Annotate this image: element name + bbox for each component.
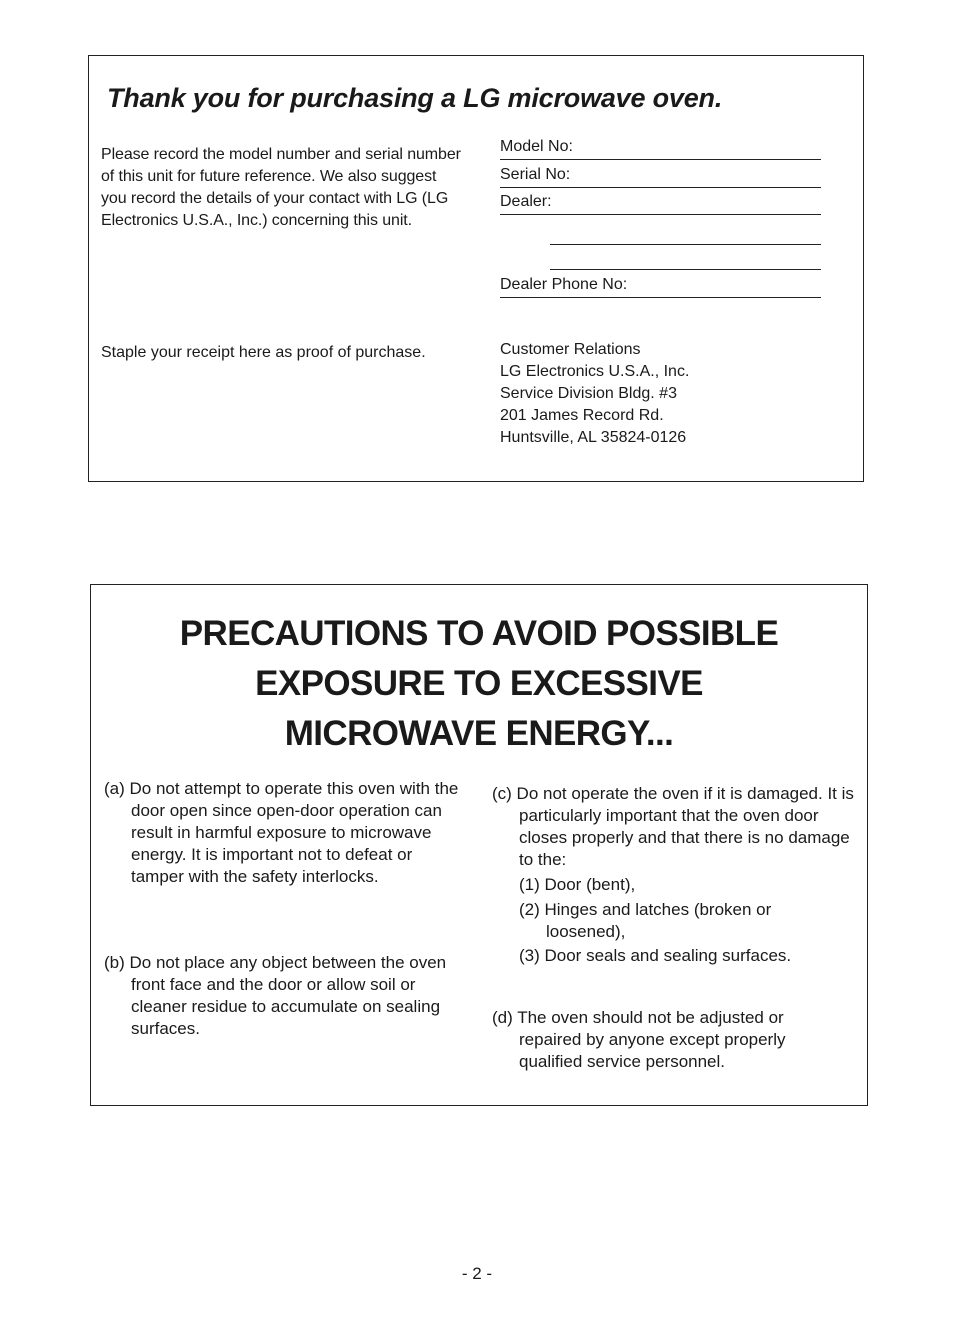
dealer-label: Dealer: <box>500 193 552 210</box>
staple-receipt-note: Staple your receipt here as proof of purchase. <box>101 344 426 361</box>
precaution-c: (c) Do not operate the oven if it is damaged. It is particularly important that the oven door closes properly and that there is no damage to the: <box>492 784 854 869</box>
customer-relations-address <box>500 339 689 449</box>
dealer-phone-label: Dealer Phone No: <box>500 276 628 293</box>
precaution-c-item-1: (1) Door (bent), <box>519 875 636 894</box>
page-number: - 2 - <box>461 1264 493 1283</box>
precaution-b: (b) Do not place any object between the oven front face and the door or allow soil or cleaner residue to accumulate on sealing surfaces. <box>104 953 447 1038</box>
dealer-blank-line-1[interactable] <box>550 244 821 245</box>
model-number-field[interactable] <box>500 137 821 160</box>
registration-box <box>88 55 864 482</box>
precautions-title-line: EXPOSURE TO EXCESSIVE <box>255 664 703 703</box>
thank-you-title: Thank you for purchasing a LG microwave oven. <box>107 83 723 113</box>
precautions-box <box>90 584 868 1106</box>
model-number-label: Model No: <box>500 138 573 155</box>
address-line: Customer Relations <box>500 341 641 358</box>
precautions-title <box>91 609 867 759</box>
precaution-c-item-3: (3) Door seals and sealing surfaces. <box>519 946 792 965</box>
precaution-c-item-2: (2) Hinges and latches (broken or loosened), <box>519 900 772 941</box>
precautions-title-line: MICROWAVE ENERGY... <box>284 714 674 753</box>
precaution-a: (a) Do not attempt to operate this oven with the door open since open-door operation can result in harmful exposure to microwave energy. It is important not to defeat or tamper with the safety interlocks. <box>104 779 459 886</box>
address-line: Service Division Bldg. #3 <box>500 385 677 402</box>
dealer-blank-line-2[interactable] <box>550 269 821 270</box>
dealer-phone-field[interactable] <box>500 275 821 298</box>
address-line: Huntsville, AL 35824-0126 <box>500 429 687 446</box>
record-instructions: Please record the model number and serial number of this unit for future reference. We also suggest you record the details of your contact with LG (LG Electronics U.S.A., Inc.) concerning this unit. <box>101 146 461 229</box>
precautions-title-line: PRECAUTIONS TO AVOID POSSIBLE <box>179 614 779 653</box>
precaution-d: (d) The oven should not be adjusted or repaired by anyone except properly qualified service personnel. <box>492 1008 786 1071</box>
address-line: 201 James Record Rd. <box>500 407 664 424</box>
dealer-field[interactable] <box>500 192 821 215</box>
serial-number-field[interactable] <box>500 165 821 188</box>
serial-number-label: Serial No: <box>500 166 571 183</box>
address-line: LG Electronics U.S.A., Inc. <box>500 363 690 380</box>
